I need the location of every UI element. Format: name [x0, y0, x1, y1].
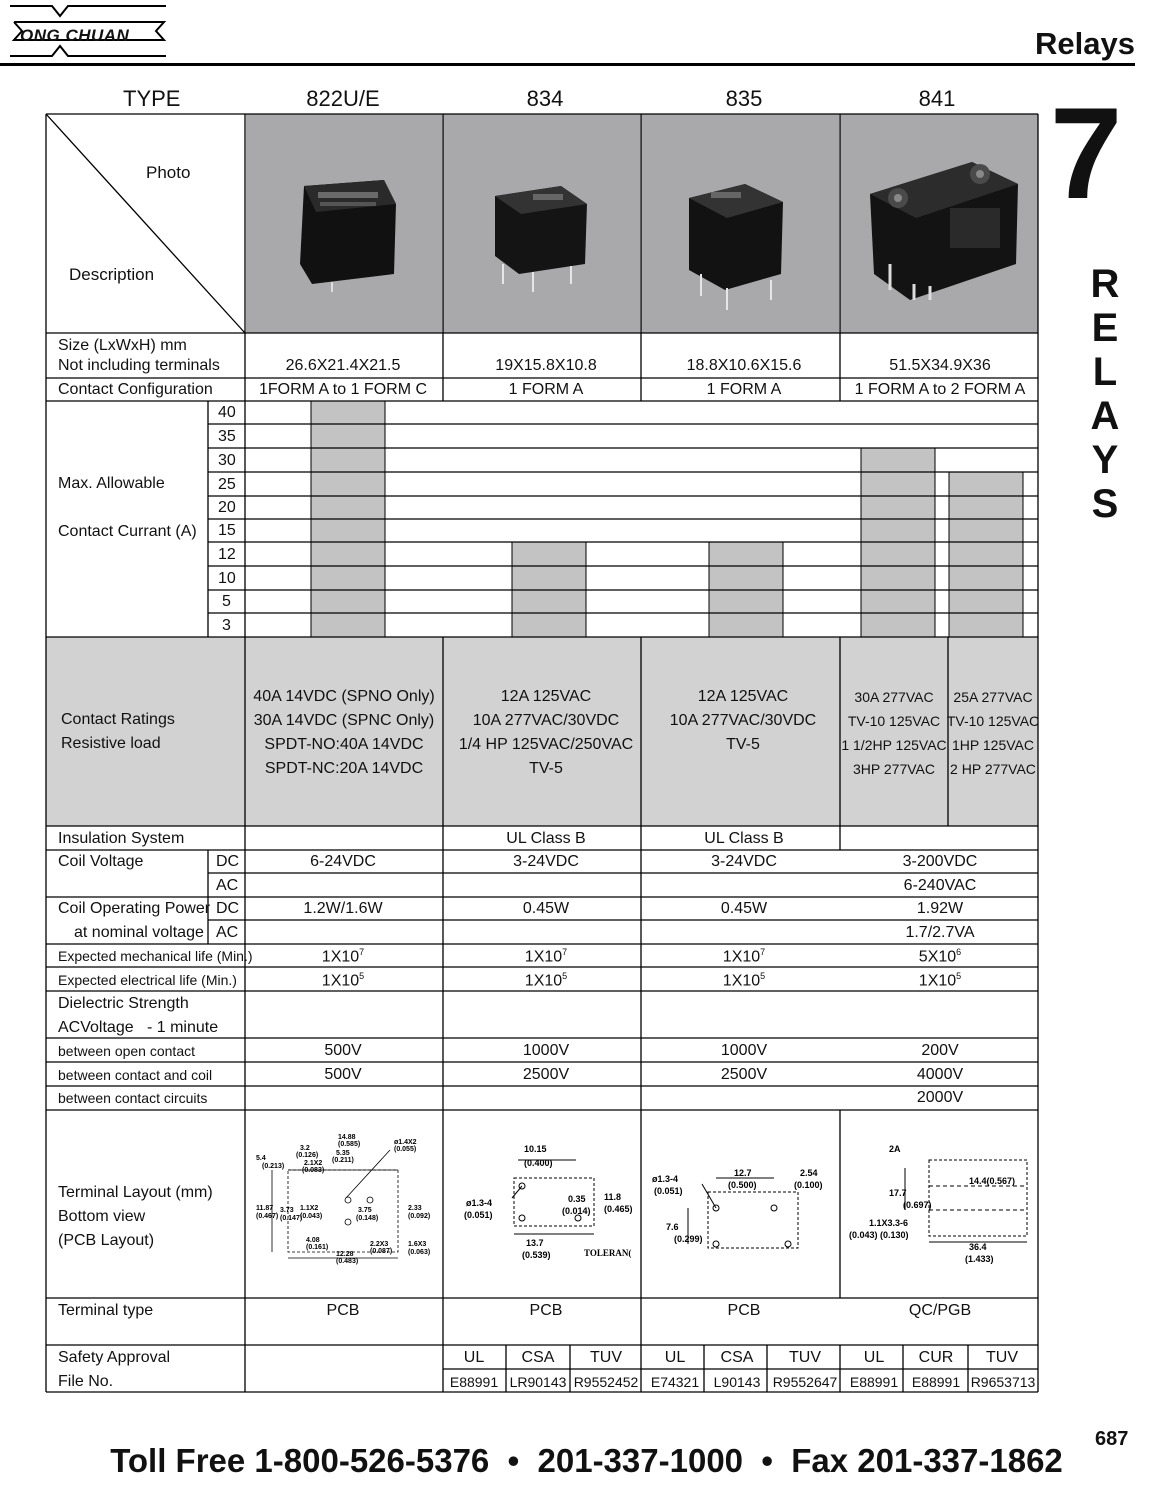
- dim-label: 1.6X3: [408, 1241, 427, 1248]
- dim-label: (0.051): [464, 1210, 493, 1220]
- dim-label: (0.211): [332, 1157, 354, 1164]
- dim-label: (0.092): [408, 1213, 431, 1220]
- dim-label: 1.1X2: [300, 1205, 319, 1212]
- file-number: LR90143: [509, 1374, 567, 1390]
- open-contact-value: 1000V: [720, 1042, 768, 1059]
- dim-label: ø1.3-4: [652, 1174, 679, 1184]
- chapter-letter: Y: [1091, 438, 1119, 482]
- model-834: 834: [526, 86, 564, 111]
- dim-label: (0.483): [336, 1258, 359, 1265]
- elec-life-value: $1X10^5$: [524, 971, 568, 990]
- dim-label: (0.465): [604, 1204, 633, 1214]
- rating-line: 12A 125VAC: [500, 688, 592, 705]
- coil-voltage-dc: 6-24VDC: [310, 853, 376, 870]
- insulation-label: Insulation System: [58, 830, 185, 847]
- dim-label: (0.051): [654, 1186, 683, 1196]
- current-tick-label: 5: [222, 593, 231, 610]
- contact-coil-value: 500V: [324, 1066, 362, 1083]
- dim-label: (0.148): [356, 1215, 379, 1222]
- rating-line: 10A 277VAC/30VDC: [472, 712, 620, 729]
- coil-voltage-dc: 3-24VDC: [711, 853, 777, 870]
- contact-config-value: 1 FORM A: [706, 381, 782, 398]
- elec-life-value: $1X10^5$: [321, 971, 365, 990]
- dim-label: 1.1X3.3-6: [869, 1218, 909, 1228]
- approval-agency: TUV: [590, 1349, 622, 1366]
- dim-label: 5.4: [256, 1155, 266, 1162]
- dim-label: (0.299): [674, 1234, 703, 1244]
- ratings-835: [670, 685, 816, 757]
- file-number: E88991: [849, 1374, 899, 1390]
- chapter-letter: S: [1091, 482, 1119, 526]
- elec-life-value: $1X10^5$: [722, 971, 766, 990]
- insulation-value: UL Class B: [704, 830, 784, 847]
- size-value: 18.8X10.6X15.6: [686, 357, 802, 374]
- current-tick-label: 35: [218, 428, 236, 445]
- ac-label: AC: [216, 924, 239, 941]
- dim-label: (0.147): [280, 1215, 303, 1222]
- coil-power-dc: 1.2W/1.6W: [303, 900, 383, 917]
- contact-config-value: 1FORM A to 1 FORM C: [258, 381, 428, 398]
- mech-life-value: $5X10^6$: [918, 947, 962, 966]
- terminal-layout-label-sub: Bottom view: [58, 1208, 146, 1225]
- dim-label: 5.35: [336, 1150, 350, 1157]
- dim-label: (0.697): [903, 1200, 932, 1210]
- dim-label: (0.043): [300, 1213, 323, 1220]
- coil-voltage-ac: 6-240VAC: [903, 877, 977, 894]
- dim-label: (0.585): [338, 1141, 361, 1148]
- coil-power-dc: 0.45W: [522, 900, 570, 917]
- rating-line: 10A 277VAC/30VDC: [669, 712, 817, 729]
- dim-label: (0.539): [522, 1250, 551, 1260]
- dim-label: 14.4(0.567): [969, 1176, 1016, 1186]
- current-label: Max. Allowable: [58, 475, 165, 492]
- ratings-label: Contact Ratings: [61, 711, 175, 728]
- pcb-layout-822ue: [252, 1130, 438, 1270]
- contact-coil-value: 2500V: [720, 1066, 768, 1083]
- approval-agency: UL: [463, 1349, 485, 1366]
- approval-agency: CSA: [521, 1349, 555, 1366]
- size-value: 26.6X21.4X21.5: [285, 357, 401, 374]
- dim-label: (0.014): [562, 1206, 591, 1216]
- dim-label: 12.28: [336, 1251, 354, 1258]
- terminal-type-value: PCB: [529, 1302, 563, 1319]
- rating-line: 30A 277VAC: [854, 689, 934, 705]
- file-number: E88991: [449, 1374, 499, 1390]
- file-number: R9552452: [573, 1374, 639, 1390]
- rating-line: 1HP 125VAC: [952, 737, 1034, 753]
- chapter-number: 7: [1050, 80, 1123, 226]
- rating-line: TV-10 125VAC: [847, 713, 941, 729]
- rating-line: 12A 125VAC: [697, 688, 789, 705]
- current-tick-label: 12: [218, 546, 236, 563]
- dim-label: (0.083): [302, 1167, 325, 1174]
- contact-coil-label: between contact and coil: [58, 1067, 213, 1083]
- rating-line: 40A 14VDC (SPNO Only): [253, 688, 435, 705]
- ratings-841-30a: [841, 685, 946, 781]
- dim-label: (0.161): [306, 1244, 329, 1251]
- dim-label: 14.88: [338, 1134, 356, 1141]
- dim-label: 36.4: [969, 1242, 987, 1252]
- dielectric-label-sub: ACVoltage - 1 minute: [58, 1019, 219, 1036]
- rating-line: 1/4 HP 125VAC/250VAC: [458, 736, 634, 753]
- pcb-layout-841: [845, 1138, 1035, 1270]
- dim-label: 2.1X2: [304, 1160, 323, 1167]
- mech-life-value: $1X10^7$: [524, 947, 568, 966]
- type-header: TYPE: [123, 86, 181, 111]
- mech-life-value: $1X10^7$: [321, 947, 365, 966]
- approval-agency: UL: [664, 1349, 686, 1366]
- coil-power-dc: 1.92W: [916, 900, 964, 917]
- dim-label: (1.433): [965, 1254, 994, 1264]
- dim-label: 4.08: [306, 1237, 320, 1244]
- file-number: E74321: [650, 1374, 700, 1390]
- rating-line: TV-5: [726, 736, 760, 753]
- model-835: 835: [725, 86, 763, 111]
- dim-label: 2.54: [800, 1168, 818, 1178]
- current-tick-label: 10: [218, 570, 236, 587]
- elec-life-label: Expected electrical life (Min.): [58, 972, 237, 988]
- open-contact-label: between open contact: [58, 1043, 195, 1059]
- coil-power-label: Coil Operating Power: [58, 900, 211, 917]
- size-label-sub: Not including terminals: [58, 357, 220, 374]
- dim-label: (0.126): [296, 1152, 319, 1159]
- approval-agency: TUV: [789, 1349, 821, 1366]
- chapter-letter: A: [1090, 394, 1120, 438]
- file-number: R9552647: [772, 1374, 838, 1390]
- description-label: Description: [69, 265, 155, 284]
- file-number: E88991: [911, 1374, 961, 1390]
- contact-config-label: Contact Configuration: [58, 381, 213, 398]
- rating-line: 3HP 277VAC: [853, 761, 935, 777]
- photo-label: Photo: [146, 163, 191, 182]
- dim-label: 12.7: [734, 1168, 752, 1178]
- model-841: 841: [918, 86, 956, 111]
- dim-label: ø1.3-4: [466, 1198, 493, 1208]
- file-number: L90143: [713, 1374, 761, 1390]
- page-number: 687: [1095, 1428, 1129, 1450]
- ratings-834: [459, 685, 633, 781]
- dim-label: (0.100): [794, 1180, 823, 1190]
- approval-agency: UL: [863, 1349, 885, 1366]
- dim-label: (0.500): [728, 1180, 757, 1190]
- rating-line: 25A 277VAC: [953, 689, 1033, 705]
- file-number: R9653713: [970, 1374, 1036, 1390]
- coil-voltage-dc: 3-24VDC: [513, 853, 579, 870]
- dim-label: 7.6: [666, 1222, 679, 1232]
- dim-label: (0.087): [370, 1248, 393, 1255]
- dim-label: 11.8: [604, 1192, 622, 1202]
- coil-power-ac: 1.7/2.7VA: [905, 924, 975, 941]
- coil-power-label-sub: at nominal voltage: [74, 924, 204, 941]
- dim-label: 2.2X3: [370, 1241, 389, 1248]
- dim-label: 11.87: [256, 1205, 274, 1212]
- dielectric-label: Dielectric Strength: [58, 995, 189, 1012]
- approval-agency: TUV: [986, 1349, 1018, 1366]
- terminal-layout-label-sub2: (PCB Layout): [58, 1232, 155, 1249]
- contact-config-value: 1 FORM A: [508, 381, 584, 398]
- tolerance-note: TOLERAN(: [584, 1248, 632, 1258]
- chapter-letter: R: [1090, 262, 1120, 306]
- open-contact-value: 200V: [921, 1042, 959, 1059]
- current-tick-label: 20: [218, 499, 236, 516]
- size-value: 19X15.8X10.8: [495, 357, 597, 374]
- approval-agency: CUR: [918, 1349, 954, 1366]
- section-title: Relays: [1035, 26, 1135, 61]
- rating-line: 2 HP 277VAC: [950, 761, 1036, 777]
- rating-line: TV-10 125VAC: [946, 713, 1040, 729]
- dim-label: (0.467): [256, 1213, 279, 1220]
- chapter-letter: E: [1091, 306, 1119, 350]
- model-822ue: 822U/E: [306, 86, 380, 111]
- dc-label: DC: [216, 853, 240, 870]
- terminal-type-label: Terminal type: [58, 1302, 154, 1319]
- contact-circuits-label: between contact circuits: [58, 1090, 208, 1106]
- ac-label: AC: [216, 877, 239, 894]
- terminal-type-value: PCB: [326, 1302, 360, 1319]
- contact-coil-value: 4000V: [916, 1066, 964, 1083]
- size-label: Size (LxWxH) mm: [58, 337, 187, 354]
- coil-voltage-dc: 3-200VDC: [902, 853, 978, 870]
- rating-line: 30A 14VDC (SPNC Only): [253, 712, 435, 729]
- dim-label: 3.73: [280, 1207, 294, 1214]
- contact-coil-value: 2500V: [522, 1066, 570, 1083]
- contact-circuits-value: 2000V: [916, 1089, 964, 1106]
- open-contact-value: 1000V: [522, 1042, 570, 1059]
- dim-label: 3.75: [358, 1207, 372, 1214]
- current-tick-label: 15: [218, 522, 236, 539]
- elec-life-value: $1X10^5$: [918, 971, 962, 990]
- dim-label: (0.400): [524, 1158, 553, 1168]
- file-no-label: File No.: [58, 1373, 114, 1390]
- brand-name: ONG CHUAN: [20, 26, 130, 45]
- dim-label: (0.055): [394, 1146, 417, 1153]
- rating-line: SPDT-NC:20A 14VDC: [264, 760, 424, 777]
- size-value: 51.5X34.9X36: [889, 357, 991, 374]
- safety-approval-label: Safety Approval: [58, 1349, 171, 1366]
- terminal-type-value: QC/PGB: [908, 1302, 972, 1319]
- dim-label: 3.2: [300, 1145, 310, 1152]
- dim-label: 2A: [889, 1144, 901, 1154]
- mech-life-value: $1X10^7$: [722, 947, 766, 966]
- terminal-type-value: PCB: [727, 1302, 761, 1319]
- pcb-layout-834: [458, 1138, 640, 1268]
- dim-label: ø1.4X2: [394, 1139, 417, 1146]
- footer-contact: Toll Free 1-800-526-5376 • 201-337-1000 • Fax 201-337-1862: [110, 1442, 1063, 1479]
- pcb-layout-835: [648, 1160, 834, 1270]
- mech-life-label: Expected mechanical life (Min.): [58, 948, 253, 964]
- current-tick-label: 3: [222, 617, 231, 634]
- rating-line: SPDT-NO:40A 14VDC: [264, 736, 424, 753]
- coil-power-dc: 0.45W: [720, 900, 768, 917]
- rating-line: 1 1/2HP 125VAC: [841, 737, 947, 753]
- approval-agency: CSA: [720, 1349, 754, 1366]
- ratings-label-sub: Resistive load: [61, 735, 161, 752]
- dim-label: 10.15: [524, 1144, 547, 1154]
- current-tick-label: 25: [218, 476, 236, 493]
- contact-config-value: 1 FORM A to 2 FORM A: [854, 381, 1026, 398]
- dim-label: (0.213): [262, 1163, 285, 1170]
- current-tick-label: 30: [218, 452, 236, 469]
- rating-line: TV-5: [529, 760, 563, 777]
- dim-label: (0.063): [408, 1249, 431, 1256]
- dim-label: 0.35: [568, 1194, 586, 1204]
- dim-label: 2.33: [408, 1205, 422, 1212]
- dim-label: (0.043) (0.130): [849, 1230, 909, 1240]
- ratings-841-25a: [947, 685, 1039, 781]
- dc-label: DC: [216, 900, 240, 917]
- dim-label: 13.7: [526, 1238, 544, 1248]
- current-tick-label: 40: [218, 404, 236, 421]
- insulation-value: UL Class B: [506, 830, 586, 847]
- ratings-822ue: [253, 685, 434, 781]
- open-contact-value: 500V: [324, 1042, 362, 1059]
- chapter-letter: L: [1092, 350, 1118, 394]
- coil-voltage-label: Coil Voltage: [58, 853, 144, 870]
- terminal-layout-label: Terminal Layout (mm): [58, 1184, 213, 1201]
- dim-label: 17.7: [889, 1188, 907, 1198]
- current-label-sub: Contact Currant (A): [58, 523, 197, 540]
